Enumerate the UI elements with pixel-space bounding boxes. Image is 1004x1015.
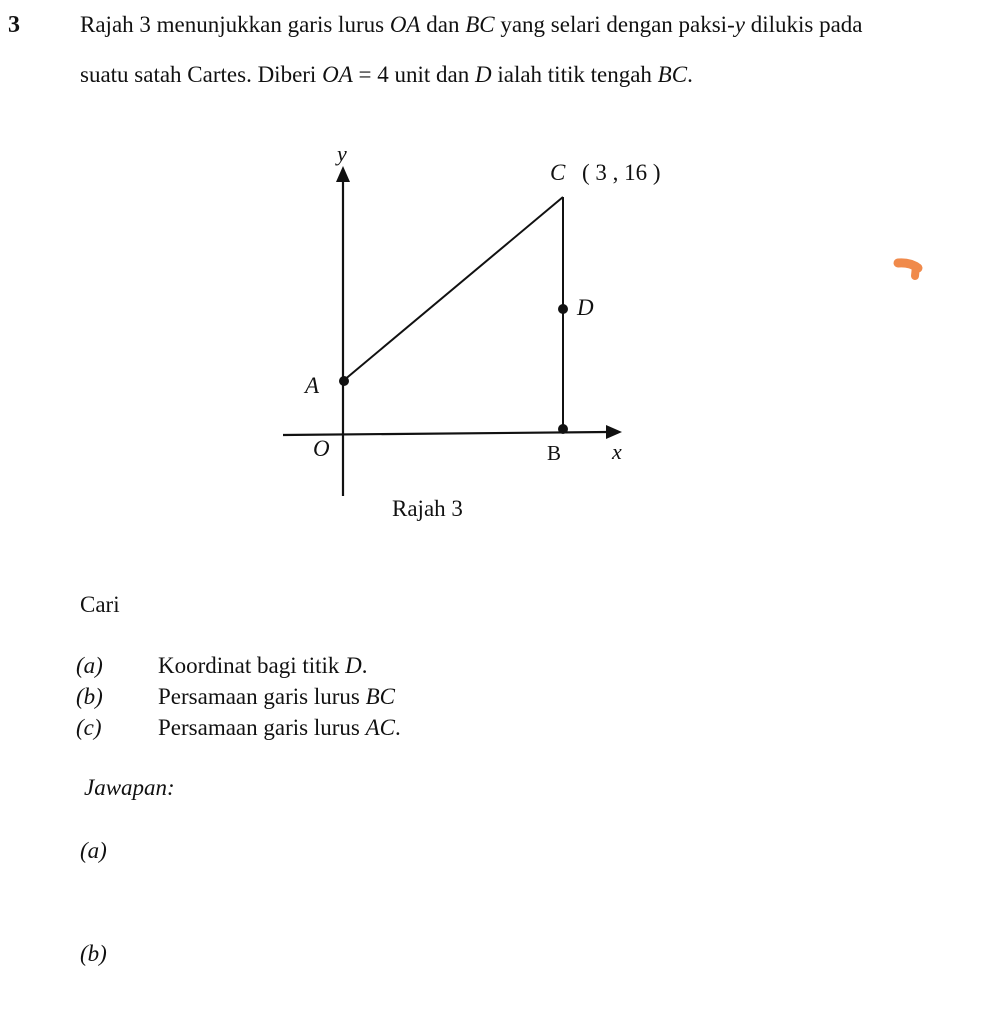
x-axis-label: x (612, 439, 622, 464)
answer-part-b: (b) (80, 941, 107, 966)
x-axis-arrow-icon (606, 425, 622, 439)
task-item: (c) Persamaan garis lurus AC. (76, 715, 401, 740)
point-c-coordinate: ( 3 , 16 ) (582, 160, 661, 185)
answer-part-a: (a) (80, 838, 107, 863)
point-d-label: D (577, 295, 594, 320)
question-number: 3 (8, 12, 20, 38)
point-c-label: C (550, 160, 566, 185)
task-item: (b) Persamaan garis lurus BC (76, 684, 395, 709)
point-d (558, 304, 568, 314)
diagram-caption: Rajah 3 (392, 496, 463, 521)
answers-heading: Jawapan: (84, 775, 175, 800)
question-stem-line-1: Rajah 3 menunjukkan garis lurus OA dan BC yang selari dengan paksi-y dilukis pada (80, 12, 863, 37)
point-b-label: B (547, 441, 562, 465)
y-axis-arrow-icon (336, 166, 350, 182)
line-ac (343, 197, 563, 381)
point-b (558, 424, 568, 434)
point-a (339, 376, 349, 386)
point-a-label: A (305, 373, 320, 398)
y-axis-label: y (337, 141, 347, 166)
task-item: (a) Koordinat bagi titik D. (76, 653, 368, 678)
tasks-intro: Cari (80, 592, 120, 617)
x-axis (283, 432, 608, 435)
point-o-label: O (313, 436, 330, 461)
question-stem-line-2: suatu satah Cartes. Diberi OA = 4 unit dan D ialah titik tengah BC. (80, 62, 693, 87)
